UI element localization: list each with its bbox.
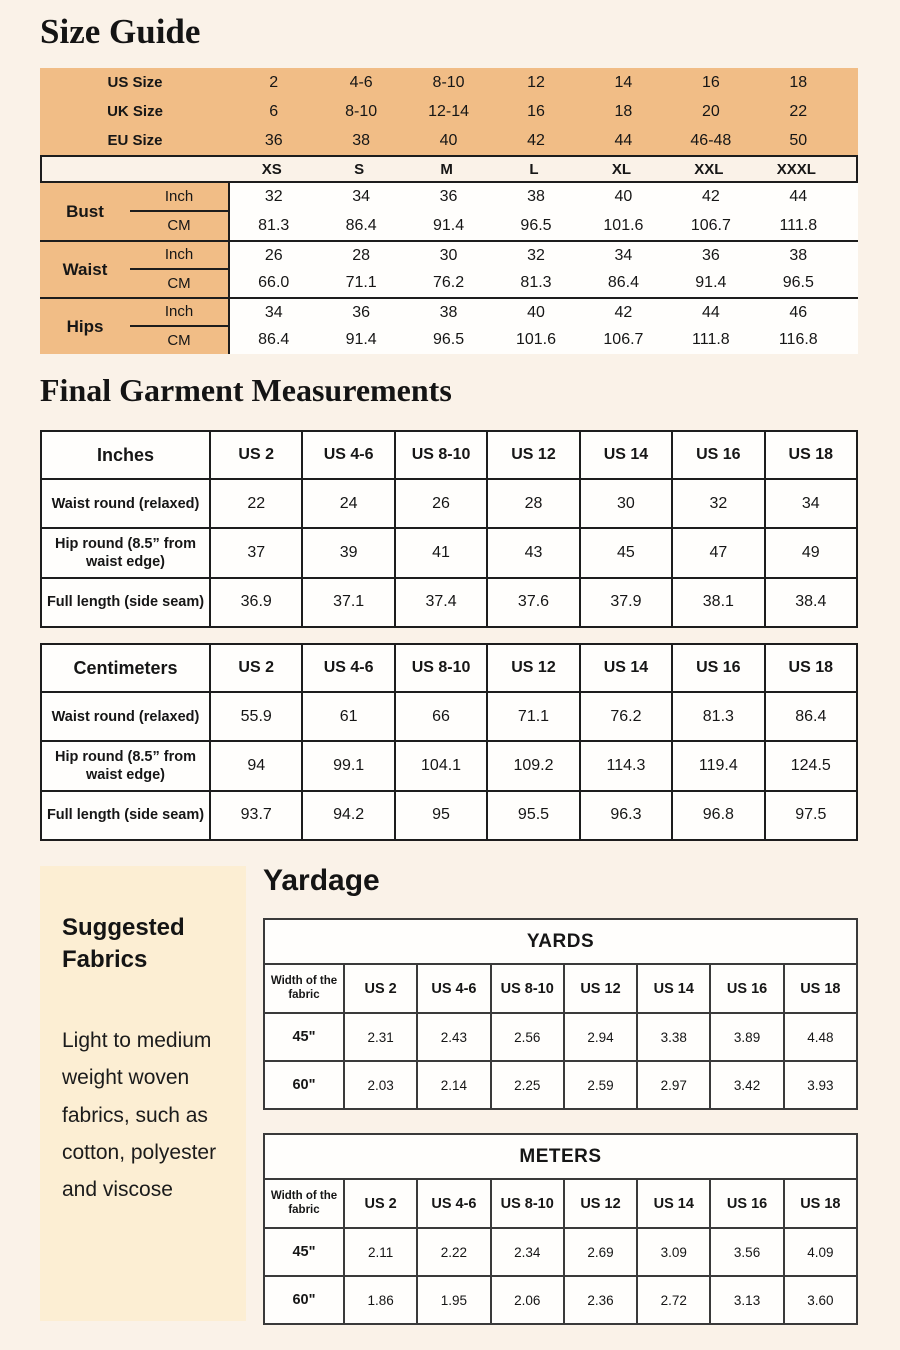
table-body <box>42 691 856 839</box>
table-cell: 24 <box>301 480 393 527</box>
unit-label-cm: CM <box>130 327 230 355</box>
table-cell: 43 <box>486 529 578 576</box>
intl-size-value: 18 <box>614 102 633 120</box>
table-cell: 2.06 <box>490 1277 563 1323</box>
table-cell: 41 <box>394 529 486 576</box>
international-sizes-table <box>40 68 858 155</box>
intl-size-value: 46-48 <box>690 131 732 149</box>
table-header-row <box>42 645 856 691</box>
row-label: Waist round (relaxed) <box>51 495 200 512</box>
table-cell: 2.56 <box>490 1014 563 1060</box>
measurement-group-row <box>40 183 858 240</box>
table-cell: 1.95 <box>416 1277 489 1323</box>
column-header: US 18 <box>764 645 856 691</box>
unit-header: Inches <box>96 444 155 465</box>
inch-value: 44 <box>701 303 720 321</box>
table-cell: 2.43 <box>416 1014 489 1060</box>
table-cell: 2.11 <box>343 1229 416 1275</box>
intl-size-row <box>40 126 858 155</box>
table-cell: 2.59 <box>563 1062 636 1108</box>
intl-size-value: 8-10 <box>432 73 465 91</box>
intl-size-value: 12 <box>527 73 545 91</box>
yards-table <box>263 918 858 1110</box>
column-header: US 12 <box>486 645 578 691</box>
table-cell: 93.7 <box>209 792 301 839</box>
cm-value: 111.8 <box>779 216 818 234</box>
table-body <box>42 478 856 626</box>
table-cell: 3.93 <box>783 1062 856 1108</box>
letter-size-label: XXXL <box>776 160 816 178</box>
intl-size-value: 12-14 <box>428 102 470 120</box>
table-cell: 71.1 <box>486 693 578 740</box>
table-row <box>42 527 856 576</box>
fabric-width-label: 60" <box>292 1077 316 1093</box>
cm-value: 101.6 <box>603 216 644 234</box>
measurement-group-row <box>40 240 858 297</box>
cm-value: 86.4 <box>607 274 639 292</box>
row-label: Full length (side seam) <box>46 807 205 824</box>
cm-value: 76.2 <box>432 274 465 292</box>
table-cell: 37.1 <box>301 579 393 626</box>
measurement-group-label: Hips <box>40 299 130 354</box>
table-cell: 2.03 <box>343 1062 416 1108</box>
column-header: US 8-10 <box>490 965 563 1012</box>
column-header: US 12 <box>486 432 578 478</box>
inch-value: 34 <box>614 246 633 264</box>
cm-value: 91.4 <box>345 331 377 349</box>
column-header: US 8-10 <box>394 432 486 478</box>
intl-size-value: 16 <box>701 73 720 91</box>
suggested-fabrics-heading: Suggested Fabrics <box>62 914 185 973</box>
table-cell: 45 <box>579 529 671 576</box>
column-header: US 8-10 <box>394 645 486 691</box>
intl-size-value: 20 <box>701 102 720 120</box>
table-cell: 104.1 <box>394 742 486 789</box>
cm-value: 91.4 <box>695 274 727 292</box>
table-cell: 4.48 <box>783 1014 856 1060</box>
table-cell: 30 <box>579 480 671 527</box>
table-cell: 95 <box>394 792 486 839</box>
table-cell: 61 <box>301 693 393 740</box>
yardage-title: Yardage <box>263 864 380 897</box>
table-cell: 37.4 <box>394 579 486 626</box>
column-header: US 18 <box>764 432 856 478</box>
garment-measurements-title: Final Garment Measurements <box>40 372 452 408</box>
table-row <box>265 1227 856 1275</box>
letter-size-label: XL <box>611 160 631 178</box>
table-row <box>265 1275 856 1323</box>
table-cell: 47 <box>671 529 763 576</box>
table-cell: 38.4 <box>764 579 856 626</box>
inch-value: 38 <box>789 246 808 264</box>
unit-label-cm: CM <box>130 212 230 241</box>
column-header: US 4-6 <box>416 1180 489 1227</box>
unit-label-cm: CM <box>130 270 230 298</box>
table-cell: 39 <box>301 529 393 576</box>
table-row <box>42 478 856 527</box>
table-header-row <box>265 965 856 1012</box>
row-label: Full length (side seam) <box>46 594 205 611</box>
intl-size-value: 40 <box>439 131 458 149</box>
inch-value: 40 <box>614 188 633 206</box>
table-cell: 2.22 <box>416 1229 489 1275</box>
table-cell: 124.5 <box>764 742 856 789</box>
column-header: US 18 <box>783 1180 856 1227</box>
column-header: US 14 <box>579 432 671 478</box>
measurement-group-label: Waist <box>40 242 130 297</box>
table-cell: 3.42 <box>709 1062 782 1108</box>
intl-size-value: 14 <box>614 73 633 91</box>
column-header: US 4-6 <box>301 645 393 691</box>
table-row <box>42 691 856 740</box>
table-cell: 109.2 <box>486 742 578 789</box>
column-header: US 2 <box>209 645 301 691</box>
fabric-width-header: Width of the fabric <box>270 1189 338 1216</box>
table-cell: 2.25 <box>490 1062 563 1108</box>
inch-value: 38 <box>527 188 545 206</box>
inch-value: 32 <box>527 246 545 264</box>
cm-value: 106.7 <box>603 331 644 349</box>
meters-table <box>263 1133 858 1325</box>
column-header: US 16 <box>671 645 763 691</box>
table-cell: 2.69 <box>563 1229 636 1275</box>
unit-header: Centimeters <box>73 657 178 678</box>
inch-value: 30 <box>439 246 458 264</box>
intl-size-label: US Size <box>107 74 163 91</box>
letter-size-label: S <box>354 160 365 178</box>
table-cell: 49 <box>764 529 856 576</box>
letter-size-label: M <box>440 160 453 178</box>
inch-value: 36 <box>701 246 720 264</box>
cm-value: 96.5 <box>520 216 552 234</box>
table-cell: 94 <box>209 742 301 789</box>
column-header: US 16 <box>671 432 763 478</box>
table-cell: 2.94 <box>563 1014 636 1060</box>
table-row <box>265 1060 856 1108</box>
table-cell: 3.56 <box>709 1229 782 1275</box>
inch-value: 28 <box>352 246 371 264</box>
row-label: Hip round (8.5” from waist edge) <box>55 748 196 783</box>
table-body <box>265 1227 856 1323</box>
unit-label-inch: Inch <box>130 183 230 212</box>
intl-size-value: 50 <box>789 131 808 149</box>
table-cell: 66 <box>394 693 486 740</box>
table-cell: 32 <box>671 480 763 527</box>
column-header: US 16 <box>709 1180 782 1227</box>
intl-size-value: 18 <box>789 73 808 91</box>
cm-value: 111.8 <box>692 331 730 349</box>
inch-value: 42 <box>614 303 633 321</box>
intl-size-value: 42 <box>527 131 545 149</box>
table-cell: 1.86 <box>343 1277 416 1323</box>
cm-value: 66.0 <box>258 274 290 292</box>
inch-value: 26 <box>264 246 283 264</box>
suggested-fabrics-box <box>40 866 246 1321</box>
table-cell: 3.60 <box>783 1277 856 1323</box>
inch-value: 42 <box>701 188 720 206</box>
cm-value: 96.5 <box>782 274 814 292</box>
column-header: US 12 <box>563 965 636 1012</box>
cm-value: 116.8 <box>778 331 818 349</box>
cm-value: 86.4 <box>345 216 377 234</box>
inch-value: 34 <box>352 188 371 206</box>
letter-size-label: XXL <box>694 160 724 178</box>
cm-value: 101.6 <box>515 331 557 349</box>
table-cell: 81.3 <box>671 693 763 740</box>
table-cell: 2.14 <box>416 1062 489 1108</box>
inch-value: 46 <box>789 303 808 321</box>
table-cell: 22 <box>209 480 301 527</box>
table-row <box>265 1012 856 1060</box>
intl-size-row <box>40 97 858 126</box>
inch-value: 44 <box>789 188 808 206</box>
intl-size-value: 44 <box>614 131 633 149</box>
inch-value: 40 <box>527 303 545 321</box>
measurement-group-label: Bust <box>40 183 130 240</box>
intl-size-row <box>40 68 858 97</box>
unit-label-inch: Inch <box>130 299 230 327</box>
table-row <box>42 790 856 839</box>
table-cell: 4.09 <box>783 1229 856 1275</box>
table-cell: 114.3 <box>579 742 671 789</box>
inch-value: 32 <box>264 188 283 206</box>
letter-sizes-spacer <box>42 157 228 181</box>
table-cell: 26 <box>394 480 486 527</box>
cm-value: 96.5 <box>432 331 465 349</box>
table-cell: 2.31 <box>343 1014 416 1060</box>
table-cell: 2.97 <box>636 1062 709 1108</box>
garment-centimeters-table <box>40 643 858 841</box>
column-header: US 4-6 <box>301 432 393 478</box>
table-cell: 2.34 <box>490 1229 563 1275</box>
cm-value: 71.1 <box>345 274 377 292</box>
column-header: US 2 <box>343 965 416 1012</box>
measurement-group-row <box>40 297 858 354</box>
intl-size-value: 16 <box>527 102 545 120</box>
table-cell: 96.3 <box>579 792 671 839</box>
page-title: Size Guide <box>40 12 201 51</box>
table-cell: 3.38 <box>636 1014 709 1060</box>
column-header: US 2 <box>343 1180 416 1227</box>
table-cell: 3.09 <box>636 1229 709 1275</box>
column-header: US 14 <box>636 965 709 1012</box>
column-header: US 4-6 <box>416 965 489 1012</box>
unit-label-inch: Inch <box>130 242 230 270</box>
column-header: US 8-10 <box>490 1180 563 1227</box>
table-cell: 2.72 <box>636 1277 709 1323</box>
intl-size-label: UK Size <box>107 103 163 120</box>
column-header: US 16 <box>709 965 782 1012</box>
table-cell: 37.9 <box>579 579 671 626</box>
letter-size-label: XS <box>261 160 282 178</box>
intl-size-value: 38 <box>352 131 371 149</box>
table-cell: 119.4 <box>671 742 763 789</box>
fabric-width-header: Width of the fabric <box>270 974 338 1001</box>
table-cell: 55.9 <box>209 693 301 740</box>
column-header: US 14 <box>636 1180 709 1227</box>
intl-size-value: 36 <box>264 131 283 149</box>
table-row <box>42 577 856 626</box>
intl-size-value: 22 <box>789 102 808 120</box>
table-cell: 94.2 <box>301 792 393 839</box>
row-label: Hip round (8.5” from waist edge) <box>55 535 196 570</box>
cm-value: 81.3 <box>520 274 552 292</box>
fabric-width-label: 45" <box>292 1029 316 1045</box>
table-cell: 3.89 <box>709 1014 782 1060</box>
intl-size-value: 6 <box>269 102 279 120</box>
table-cell: 96.8 <box>671 792 763 839</box>
intl-size-label: EU Size <box>107 132 163 149</box>
inch-value: 36 <box>352 303 371 321</box>
table-cell: 37 <box>209 529 301 576</box>
inch-value: 36 <box>439 188 458 206</box>
cm-value: 81.3 <box>258 216 290 234</box>
fabric-width-label: 60" <box>292 1292 316 1308</box>
letter-size-label: L <box>529 160 539 178</box>
inch-value: 38 <box>439 303 458 321</box>
column-header: US 14 <box>579 645 671 691</box>
table-header-row <box>42 432 856 478</box>
table-cell: 76.2 <box>579 693 671 740</box>
table-cell: 3.13 <box>709 1277 782 1323</box>
suggested-fabrics-text: Light to medium weight woven fabrics, such as cotton, polyester and viscose <box>62 1028 217 1202</box>
table-cell: 97.5 <box>764 792 856 839</box>
table-cell: 37.6 <box>486 579 578 626</box>
table-body <box>265 1012 856 1108</box>
table-unit-title: YARDS <box>265 920 856 965</box>
body-measurements-table <box>40 183 858 354</box>
intl-size-value: 4-6 <box>349 73 373 91</box>
table-cell: 2.36 <box>563 1277 636 1323</box>
table-cell: 38.1 <box>671 579 763 626</box>
fabric-width-label: 45" <box>292 1244 316 1260</box>
table-cell: 34 <box>764 480 856 527</box>
letter-sizes-row <box>40 155 858 183</box>
table-cell: 95.5 <box>486 792 578 839</box>
table-cell: 28 <box>486 480 578 527</box>
table-unit-title: METERS <box>265 1135 856 1180</box>
cm-value: 106.7 <box>690 216 731 234</box>
inch-value: 34 <box>264 303 283 321</box>
row-label: Waist round (relaxed) <box>51 708 200 725</box>
intl-size-value: 2 <box>269 73 279 91</box>
column-header: US 12 <box>563 1180 636 1227</box>
table-cell: 36.9 <box>209 579 301 626</box>
table-header-row <box>265 1180 856 1227</box>
column-header: US 2 <box>209 432 301 478</box>
table-cell: 86.4 <box>764 693 856 740</box>
table-row <box>42 740 856 789</box>
intl-size-value: 8-10 <box>345 102 378 120</box>
garment-inches-table <box>40 430 858 628</box>
column-header: US 18 <box>783 965 856 1012</box>
cm-value: 86.4 <box>258 331 290 349</box>
cm-value: 91.4 <box>432 216 465 234</box>
table-cell: 99.1 <box>301 742 393 789</box>
